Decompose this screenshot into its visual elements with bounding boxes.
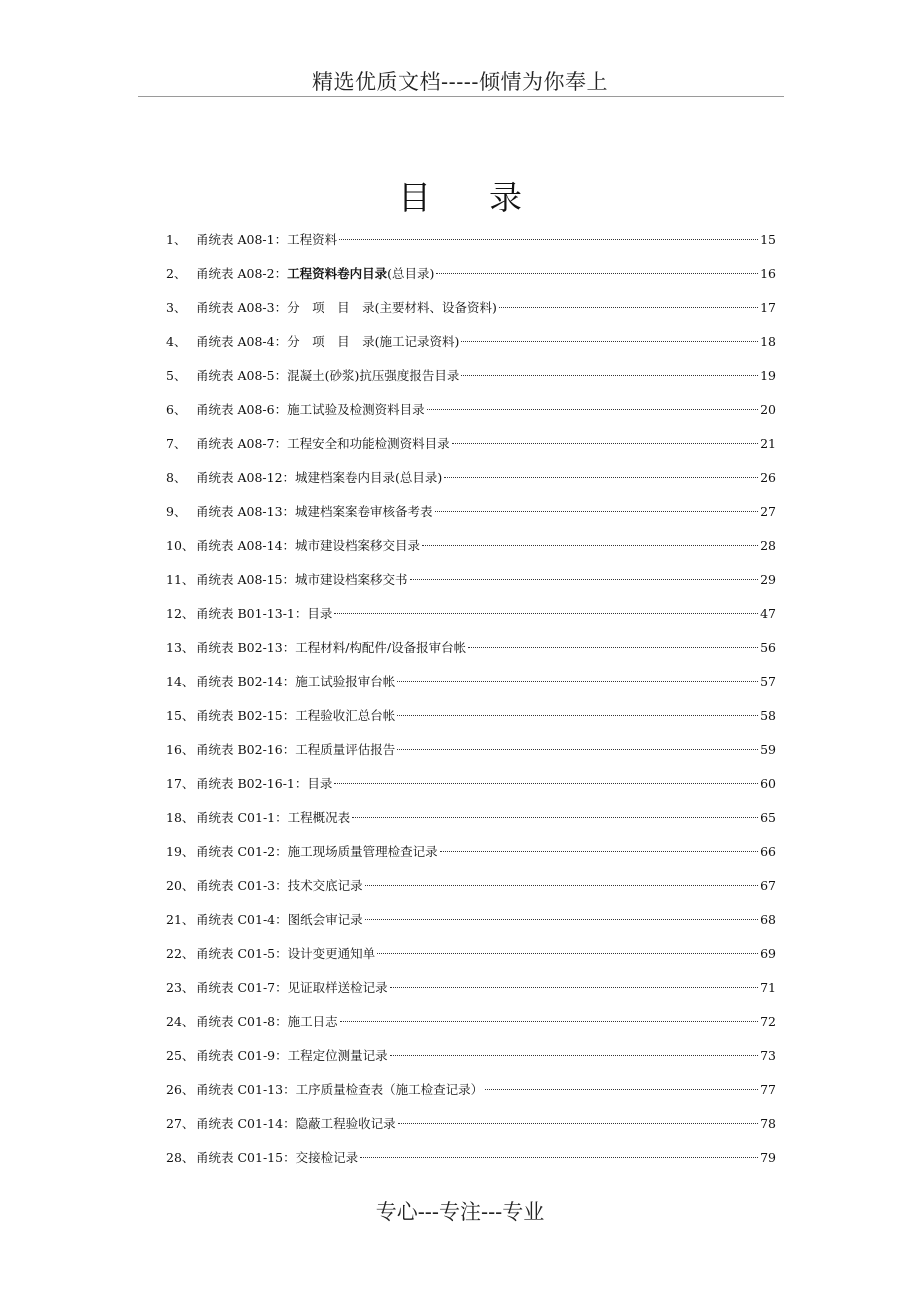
toc-entry-label <box>196 1077 483 1103</box>
toc-dot-leader <box>360 1157 758 1158</box>
toc-dot-leader <box>339 239 758 240</box>
toc-entry-number: 4、 <box>166 334 187 349</box>
toc-entry-number: 6、 <box>166 402 187 417</box>
toc-entry-page: 47 <box>760 606 776 621</box>
toc-dot-leader <box>444 477 758 478</box>
toc-entry[interactable] <box>166 703 776 737</box>
page-header: 精选优质文档-----倾情为你奉上 <box>312 70 608 94</box>
toc-entry-code: 甬统表 C01-1： <box>196 810 288 825</box>
toc-entry-code: 甬统表 C01-14： <box>196 1116 296 1131</box>
toc-entry-number: 12、 <box>166 606 195 621</box>
toc-entry-label <box>196 669 395 695</box>
toc-entry-number: 28、 <box>166 1150 195 1165</box>
toc-dot-leader <box>398 1123 759 1124</box>
toc-entry-code: 甬统表 A08-15： <box>196 572 296 587</box>
toc-entry-code: 甬统表 A08-7： <box>196 436 288 451</box>
toc-entry-page: 28 <box>760 538 776 553</box>
toc-entry-label <box>196 907 363 933</box>
toc-entry-page: 56 <box>760 640 776 655</box>
toc-entry-number: 2、 <box>166 266 187 281</box>
toc-entry-code: 甬统表 C01-2： <box>196 844 288 859</box>
toc-entry-page: 16 <box>760 266 776 281</box>
toc-entry[interactable] <box>166 1111 776 1145</box>
toc-entry[interactable] <box>166 839 776 873</box>
toc-entry-page: 72 <box>760 1014 776 1029</box>
toc-entry[interactable] <box>166 261 776 295</box>
toc-entry-label <box>196 771 332 797</box>
toc-entry-title: 目录 <box>307 606 333 621</box>
toc-entry-label <box>196 805 350 831</box>
toc-entry-number: 21、 <box>166 912 195 927</box>
toc-entry-page: 20 <box>760 402 776 417</box>
toc-entry-title: 工程定位测量记录 <box>287 1048 388 1063</box>
toc-entry[interactable] <box>166 669 776 703</box>
toc-dot-leader <box>365 919 758 920</box>
toc-entry-title: 工程概况表 <box>287 810 351 825</box>
toc-entry-number: 19、 <box>166 844 195 859</box>
toc-dot-leader <box>499 307 758 308</box>
toc-entry-label <box>196 567 408 593</box>
toc-entry[interactable] <box>166 363 776 397</box>
toc-entry-page: 77 <box>760 1082 776 1097</box>
toc-entry-number: 8、 <box>166 470 187 485</box>
toc-entry-title: 工程安全和功能检测资料目录 <box>287 436 450 451</box>
toc-entry-page: 19 <box>760 368 776 383</box>
toc-entry-page: 21 <box>760 436 776 451</box>
toc-entry-title: 施工日志 <box>287 1014 338 1029</box>
toc-entry-code: 甬统表 A08-14： <box>196 538 296 553</box>
toc-entry-title: 见证取样送检记录 <box>287 980 388 995</box>
toc-entry-label <box>196 601 332 627</box>
toc-entry[interactable] <box>166 1043 776 1077</box>
toc-entry[interactable] <box>166 805 776 839</box>
toc-entry-title: 工程质量评估报告 <box>295 742 396 757</box>
toc-entry-number: 10、 <box>166 538 195 553</box>
toc-entry[interactable] <box>166 397 776 431</box>
toc-entry-number: 16、 <box>166 742 195 757</box>
toc-dot-leader <box>452 443 758 444</box>
toc-entry-code: 甬统表 B02-16-1： <box>196 776 308 791</box>
toc-entry-page: 17 <box>760 300 776 315</box>
toc-entry-label <box>196 499 433 525</box>
toc-entry-code: 甬统表 A08-13： <box>196 504 296 519</box>
toc-entry-page: 58 <box>760 708 776 723</box>
toc-entry-number: 9、 <box>166 504 187 519</box>
toc-entry-title: 技术交底记录 <box>287 878 363 893</box>
toc-entry-number: 15、 <box>166 708 195 723</box>
toc-entry-label <box>196 227 337 253</box>
toc-dot-leader <box>334 613 758 614</box>
toc-entry-title: 目录 <box>307 776 333 791</box>
toc-entry-page: 73 <box>760 1048 776 1063</box>
toc-entry-label <box>196 397 425 423</box>
toc-entry[interactable] <box>166 907 776 941</box>
toc-entry-page: 71 <box>760 980 776 995</box>
toc-entry-code: 甬统表 C01-7： <box>196 980 288 995</box>
toc-entry-label <box>196 533 420 559</box>
toc-entry-number: 1、 <box>166 232 187 247</box>
toc-entry-code: 甬统表 C01-3： <box>196 878 288 893</box>
toc-entry-code: 甬统表 C01-13： <box>196 1082 296 1097</box>
toc-entry-label <box>196 703 395 729</box>
toc-entry-label <box>196 261 434 287</box>
toc-entry-page: 79 <box>760 1150 776 1165</box>
toc-entry-page: 69 <box>760 946 776 961</box>
toc-entry[interactable] <box>166 227 776 261</box>
toc-entry-title: 施工现场质量管理检查记录 <box>287 844 438 859</box>
toc-entry-code: 甬统表 A08-4： <box>196 334 288 349</box>
toc-dot-leader <box>397 681 758 682</box>
toc-entry-code: 甬统表 A08-6： <box>196 402 288 417</box>
toc-entry-code: 甬统表 B02-16： <box>196 742 296 757</box>
toc-entry[interactable] <box>166 499 776 533</box>
toc-dot-leader <box>436 273 758 274</box>
toc-entry-code: 甬统表 C01-4： <box>196 912 288 927</box>
toc-entry-title: 工程验收汇总台帐 <box>295 708 396 723</box>
toc-dot-leader <box>461 375 758 376</box>
toc-entry-label <box>196 737 395 763</box>
toc-entry-label <box>196 635 466 661</box>
toc-entry[interactable] <box>166 329 776 363</box>
toc-entry-code: 甬统表 B02-13： <box>196 640 296 655</box>
toc-entry-code: 甬统表 B02-15： <box>196 708 296 723</box>
toc-dot-leader <box>427 409 758 410</box>
toc-entry-code: 甬统表 C01-8： <box>196 1014 288 1029</box>
toc-entry-number: 14、 <box>166 674 195 689</box>
toc-entry-code: 甬统表 B02-14： <box>196 674 296 689</box>
toc-entry-page: 15 <box>760 232 776 247</box>
toc-dot-leader <box>397 715 758 716</box>
toc-entry-label <box>196 1009 338 1035</box>
toc-entry-title: 分 项 目 录(施工记录资料) <box>287 334 460 349</box>
toc-entry[interactable] <box>166 1009 776 1043</box>
toc-entry-title: 隐蔽工程验收记录 <box>295 1116 396 1131</box>
toc-entry[interactable] <box>166 601 776 635</box>
toc-entry-number: 7、 <box>166 436 187 451</box>
toc-dot-leader <box>352 817 758 818</box>
toc-entry-code: 甬统表 A08-5： <box>196 368 288 383</box>
page-footer: 专心---专注---专业 <box>375 1200 545 1224</box>
toc-entry-code: 甬统表 B01-13-1： <box>196 606 308 621</box>
toc-entry-page: 60 <box>760 776 776 791</box>
toc-entry-title: 工序质量检查表（施工检查记录） <box>295 1082 484 1097</box>
toc-entry-label <box>196 975 388 1001</box>
toc-entry-page: 27 <box>760 504 776 519</box>
toc-entry-code: 甬统表 C01-15： <box>196 1150 296 1165</box>
toc-entry-number: 22、 <box>166 946 195 961</box>
toc-entry-label <box>196 465 442 491</box>
toc-dot-leader <box>390 1055 758 1056</box>
toc-entry[interactable] <box>166 465 776 499</box>
toc-entry-number: 26、 <box>166 1082 195 1097</box>
toc-entry[interactable] <box>166 771 776 805</box>
toc-dot-leader <box>334 783 758 784</box>
toc-entry[interactable] <box>166 1077 776 1111</box>
toc-entry-page: 57 <box>760 674 776 689</box>
toc-entry[interactable] <box>166 873 776 907</box>
toc-entry-label <box>196 363 459 389</box>
toc-entry-page: 65 <box>760 810 776 825</box>
toc-entry[interactable] <box>166 533 776 567</box>
toc-dot-leader <box>340 1021 758 1022</box>
toc-entry[interactable] <box>166 737 776 771</box>
toc-entry-label <box>196 873 363 899</box>
toc-entry-page: 26 <box>760 470 776 485</box>
toc-entry-title: 施工试验报审台帐 <box>295 674 396 689</box>
toc-entry-code: 甬统表 A08-1： <box>196 232 288 247</box>
toc-entry-label <box>196 1111 396 1137</box>
toc-dot-leader <box>377 953 758 954</box>
toc-entry-number: 11、 <box>166 572 195 587</box>
toc-entry-page: 68 <box>760 912 776 927</box>
toc-entry-label <box>196 1043 388 1069</box>
toc-entry-title: 混凝土(砂浆)抗压强度报告目录 <box>287 368 460 383</box>
toc-title: 目录 <box>398 178 580 217</box>
toc-entry-number: 18、 <box>166 810 195 825</box>
toc-dot-leader <box>410 579 759 580</box>
toc-entry-number: 24、 <box>166 1014 195 1029</box>
toc-entry-code: 甬统表 A08-3： <box>196 300 288 315</box>
toc-entry[interactable] <box>166 431 776 465</box>
toc-entry[interactable] <box>166 567 776 601</box>
toc-dot-leader <box>397 749 758 750</box>
toc-entry-page: 18 <box>760 334 776 349</box>
toc-entry-title: 城市建设档案移交目录 <box>295 538 421 553</box>
toc-entry-title-bold: 工程资料卷内目录 <box>287 266 388 281</box>
toc-entry-label <box>196 431 450 457</box>
table-of-contents <box>166 227 776 1179</box>
toc-entry-code: 甬统表 C01-9： <box>196 1048 288 1063</box>
toc-entry-label <box>196 295 497 321</box>
toc-entry-number: 27、 <box>166 1116 195 1131</box>
toc-entry-title: 分 项 目 录(主要材料、设备资料) <box>287 300 497 315</box>
toc-entry-label <box>196 1145 358 1171</box>
toc-entry-suffix: (总目录) <box>387 266 435 281</box>
toc-dot-leader <box>461 341 758 342</box>
toc-entry-page: 66 <box>760 844 776 859</box>
toc-entry-title: 城建档案卷内目录(总目录) <box>295 470 443 485</box>
toc-entry-title: 施工试验及检测资料目录 <box>287 402 425 417</box>
toc-entry[interactable] <box>166 1145 776 1179</box>
toc-entry-code: 甬统表 A08-2： <box>196 266 288 281</box>
toc-entry-label <box>196 839 438 865</box>
toc-entry-number: 23、 <box>166 980 195 995</box>
toc-entry-title: 设计变更通知单 <box>287 946 376 961</box>
toc-dot-leader <box>365 885 758 886</box>
toc-entry-title: 交接检记录 <box>295 1150 359 1165</box>
toc-dot-leader <box>440 851 758 852</box>
toc-entry-label <box>196 941 375 967</box>
toc-entry-page: 29 <box>760 572 776 587</box>
toc-dot-leader <box>422 545 758 546</box>
toc-entry-title: 城市建设档案移交书 <box>295 572 408 587</box>
toc-entry[interactable] <box>166 975 776 1009</box>
toc-entry-number: 13、 <box>166 640 195 655</box>
toc-entry-title: 城建档案案卷审核备考表 <box>295 504 433 519</box>
toc-entry[interactable] <box>166 295 776 329</box>
toc-entry-code: 甬统表 C01-5： <box>196 946 288 961</box>
toc-entry-page: 67 <box>760 878 776 893</box>
toc-entry[interactable] <box>166 941 776 975</box>
toc-dot-leader <box>435 511 759 512</box>
toc-entry-title: 工程资料 <box>287 232 338 247</box>
toc-entry-page: 59 <box>760 742 776 757</box>
toc-entry-number: 3、 <box>166 300 187 315</box>
toc-dot-leader <box>390 987 758 988</box>
toc-entry-code: 甬统表 A08-12： <box>196 470 296 485</box>
toc-entry-page: 78 <box>760 1116 776 1131</box>
toc-entry-number: 5、 <box>166 368 187 383</box>
header-divider <box>138 96 784 97</box>
toc-entry-title: 工程材料/构配件/设备报审台帐 <box>295 640 467 655</box>
toc-entry-number: 20、 <box>166 878 195 893</box>
toc-entry[interactable] <box>166 635 776 669</box>
toc-entry-label <box>196 329 459 355</box>
toc-entry-title: 图纸会审记录 <box>287 912 363 927</box>
toc-dot-leader <box>485 1089 758 1090</box>
toc-entry-number: 25、 <box>166 1048 195 1063</box>
toc-entry-number: 17、 <box>166 776 195 791</box>
toc-dot-leader <box>468 647 758 648</box>
